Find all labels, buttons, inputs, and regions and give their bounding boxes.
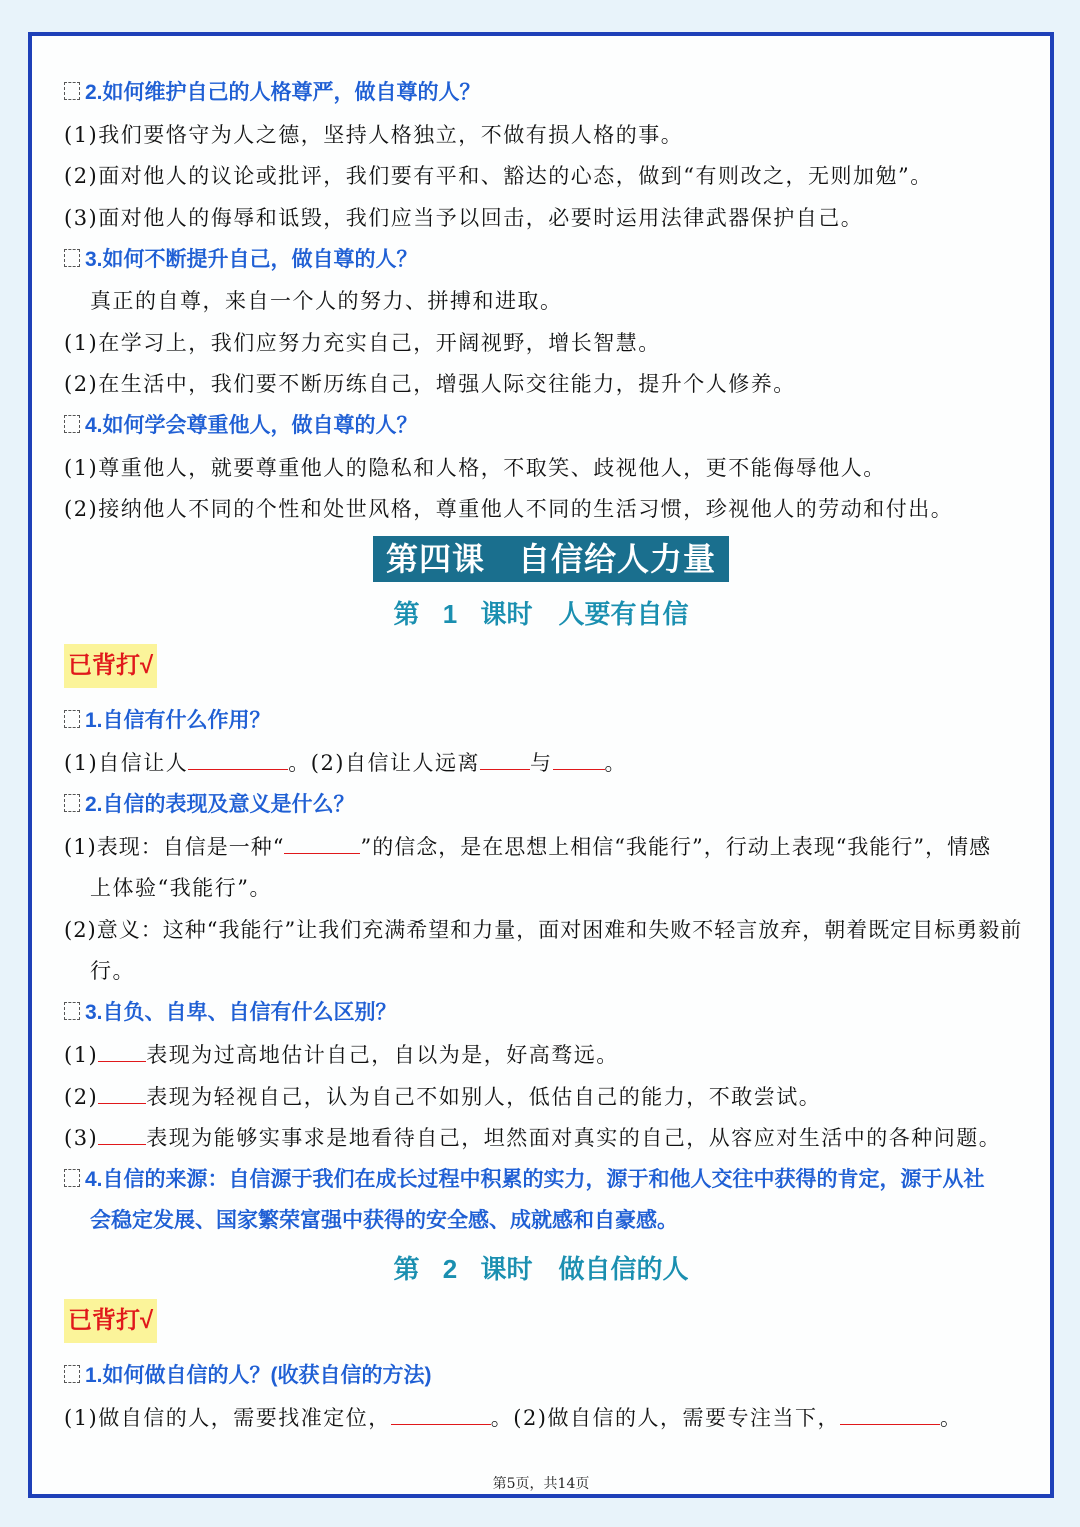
question-heading [64,78,1026,108]
answer-blank[interactable] [553,749,605,770]
answer-line: (3)面对他人的侮辱和诋毁，我们应当予以回击，必要时运用法律武器保护自己。 [64,206,864,230]
text-segment: 。 [604,751,627,775]
fill-blank-line [64,1123,1026,1153]
checkbox-icon[interactable] [64,415,80,433]
text-segment: 。 [940,1406,963,1430]
text-segment: (3) [64,1126,99,1150]
question-title: 3.自负、自卑、自信有什么区别？ [85,1001,397,1024]
lesson-title: 第四课 自信给人力量 [373,536,729,582]
question-heading [64,706,1026,736]
fill-blank-line [64,1082,1026,1112]
text-segment: (1)自信让人 [64,751,189,775]
answer-blank[interactable] [98,1124,146,1145]
answer-line: (1)在学习上，我们应努力充实自己，开阔视野，增长智慧。 [64,331,661,355]
question-heading [64,1361,1026,1391]
answer-line: (2)接纳他人不同的个性和处世风格，尊重他人不同的生活习惯，珍视他人的劳动和付出。 [64,497,954,521]
question-title: 1.如何做自信的人？(收获自信的方法) [85,1364,432,1387]
answer-blank[interactable] [391,1404,491,1425]
text-segment: 表现为能够实事求是地看待自己，坦然面对真实的自己，从容应对生活中的各种问题。 [146,1126,1002,1150]
worksheet-page [28,32,1054,1498]
text-segment: ”的信念，是在思想上相信“我能行”，行动上表现“我能行”，情感 [360,835,992,859]
answer-line: (2)面对他人的议论或批评，我们要有平和、豁达的心态，做到“有则改之，无则加勉”。 [64,164,933,188]
text-segment: 与 [530,751,553,775]
question-title: 2.自信的表现及意义是什么？ [85,793,355,816]
text-segment: (1)做自信的人，需要找准定位， [64,1406,391,1430]
period-title: 第 1 课时 人要有自信 [393,599,689,629]
answer-line: (1)我们要恪守为人之德，坚持人格独立，不做有损人格的事。 [64,123,684,147]
question-heading [64,790,1026,820]
question-title: 4.如何学会尊重他人，做自尊的人？ [85,414,418,437]
text-segment: 表现为过高地估计自己，自以为是，好高骛远。 [146,1043,619,1067]
checkbox-icon[interactable] [64,710,80,728]
answer-line: 会稳定发展、国家繁荣富强中获得的安全感、成就感和自豪感。 [90,1209,678,1232]
question-heading [64,245,1026,275]
question-title: 3.如何不断提升自己，做自尊的人？ [85,248,418,271]
period-title: 第 2 课时 做自信的人 [393,1254,689,1284]
memorized-tag: 已背打√ [64,644,157,688]
question-title: 4.自信的来源：自信源于我们在成长过程中积累的实力，源于和他人交往中获得的肯定，源于从社 [85,1168,985,1191]
text-segment: (1) [64,1043,99,1067]
answer-line: (1)尊重他人，就要尊重他人的隐私和人格，不取笑、歧视他人，更不能侮辱他人。 [64,456,886,480]
checkbox-icon[interactable] [64,82,80,100]
question-title: 2.如何维护自己的人格尊严，做自尊的人？ [85,81,481,104]
answer-blank[interactable] [98,1083,146,1104]
answer-line: 上体验“我能行”。 [90,876,272,900]
checkbox-icon[interactable] [64,1365,80,1383]
question-title: 1.自信有什么作用？ [85,709,271,732]
text-segment: (2) [64,1085,99,1109]
fill-blank-line [64,1403,1026,1433]
answer-blank[interactable] [840,1404,940,1425]
checkbox-icon[interactable] [64,1169,80,1187]
page-number: 第5页，共14页 [492,1476,590,1492]
fill-blank-line [64,748,1026,778]
answer-blank[interactable] [284,833,360,854]
answer-line: (2)在生活中，我们要不断历练自己，增强人际交往能力，提升个人修养。 [64,372,796,396]
answer-line: (2)意义：这种“我能行”让我们充满希望和力量，面对困难和失败不轻言放弃，朝着既定目标勇毅前 [64,918,1023,942]
fill-blank-line [64,1040,1026,1070]
answer-blank[interactable] [188,749,288,770]
text-segment: (1)表现：自信是一种“ [64,835,285,859]
checkbox-icon[interactable] [64,249,80,267]
question-heading [64,1165,1026,1195]
memorized-tag: 已背打√ [64,1299,157,1343]
text-segment: 。(2)自信让人远离 [288,751,480,775]
text-segment: 。(2)做自信的人，需要专注当下， [490,1406,840,1430]
checkbox-icon[interactable] [64,794,80,812]
fill-blank-line [64,832,1026,862]
question-heading [64,411,1026,441]
checkbox-icon[interactable] [64,1002,80,1020]
answer-intro: 真正的自尊，来自一个人的努力、拼搏和进取。 [90,289,563,313]
answer-line: 行。 [90,959,135,983]
answer-blank[interactable] [480,749,530,770]
answer-blank[interactable] [98,1041,146,1062]
text-segment: 表现为轻视自己，认为自己不如别人，低估自己的能力，不敢尝试。 [146,1085,822,1109]
question-heading [64,998,1026,1028]
